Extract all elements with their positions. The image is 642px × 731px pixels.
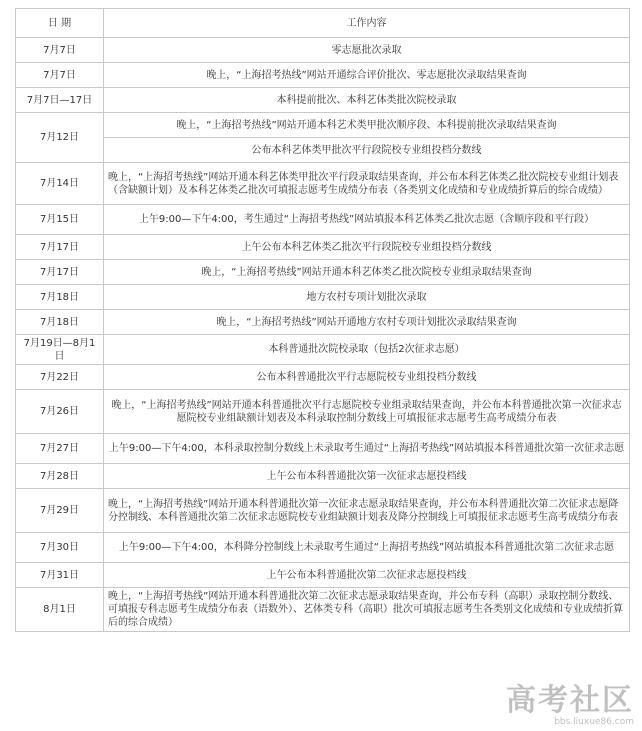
row-content: 零志愿批次录取 (104, 38, 630, 63)
table-row (16, 335, 630, 365)
table-row (16, 464, 630, 489)
row-date: 7月18日 (16, 310, 104, 335)
row-content: 上午9:00—下午4:00，考生通过“上海招考热线”网站填报本科艺体类乙批次志愿（含顺序段和平行段） (104, 205, 630, 235)
table-row (16, 365, 630, 390)
row-content: 公布本科普通批次平行志愿院校专业组投档分数线 (104, 365, 630, 390)
admission-schedule-table (15, 8, 630, 632)
row-content: 晚上，“上海招考热线”网站开通地方农村专项计划批次录取结果查询 (104, 310, 630, 335)
row-date: 7月30日 (16, 533, 104, 563)
row-date: 7月15日 (16, 205, 104, 235)
row-content: 晚上，“上海招考热线”网站开通本科普通批次平行志愿院校专业组录取结果查询，并公布本科普通批次第一次征求志愿院校专业组缺额计划表及本科录取控制分数线上可填报征求志愿考生高考成绩分布表 (104, 390, 630, 434)
row-content: 本科普通批次院校录取（包括2次征求志愿） (104, 335, 630, 365)
row-content: 晚上，“上海招考热线”网站开通综合评价批次、零志愿批次录取结果查询 (104, 63, 630, 88)
table-body (16, 38, 630, 632)
row-date: 7月29日 (16, 489, 104, 533)
watermark-url: bbs.liuxue86.com (554, 717, 634, 727)
row-content: 晚上，“上海招考热线”网站开通本科艺体类甲批次平行段录取结果查询，并公布本科艺体类乙批次院校专业组计划表（含缺额计划）及本科艺体类乙批次可填报志愿考生成绩分布表（各类别文化成绩和专业成绩折算后的综合成绩） (104, 163, 630, 205)
row-date: 7月27日 (16, 434, 104, 464)
row-content: 上午公布本科普通批次第一次征求志愿投档线 (104, 464, 630, 489)
row-date: 7月31日 (16, 563, 104, 588)
table-row (16, 235, 630, 260)
row-content: 晚上，“上海招考热线”网站开通本科艺体类乙批次院校专业组录取结果查询 (104, 260, 630, 285)
row-date: 7月7日 (16, 63, 104, 88)
row-content: 晚上，“上海招考热线”网站开通本科普通批次第二次征求志愿录取结果查询，并公布专科（高职）录取控制分数线、可填报专科志愿考生成绩分布表（语数外）、艺体类专科（高职）批次可填报志愿考生各类别文化成绩和专业成绩折算后的综合成绩） (104, 588, 630, 632)
table-row (16, 489, 630, 533)
watermark-logo-text: 高考社区 (506, 683, 634, 718)
table-row (16, 390, 630, 434)
column-header-content: 工作内容 (104, 9, 630, 38)
table-row (16, 434, 630, 464)
row-date: 7月17日 (16, 235, 104, 260)
table-row (16, 88, 630, 113)
row-date: 7月7日 (16, 38, 104, 63)
table-row (16, 285, 630, 310)
row-content: 本科提前批次、本科艺体类批次院校录取 (104, 88, 630, 113)
row-date: 7月19日—8月1日 (16, 335, 104, 365)
table-row (16, 63, 630, 88)
row-content: 上午9:00—下午4:00，本科降分控制线上未录取考生通过“上海招考热线”网站填报本科普通批次第二次征求志愿 (104, 533, 630, 563)
table-row (16, 588, 630, 632)
table-header-row (16, 9, 630, 38)
table-row (16, 138, 630, 163)
row-date: 8月1日 (16, 588, 104, 632)
row-date: 7月28日 (16, 464, 104, 489)
row-date: 7月22日 (16, 365, 104, 390)
row-date: 7月14日 (16, 163, 104, 205)
column-header-date: 日 期 (16, 9, 104, 38)
table-row (16, 205, 630, 235)
table-row (16, 260, 630, 285)
row-content: 公布本科艺体类甲批次平行段院校专业组投档分数线 (104, 138, 630, 163)
row-date: 7月12日 (16, 113, 104, 163)
row-date: 7月17日 (16, 260, 104, 285)
row-content: 上午公布本科艺体类乙批次平行段院校专业组投档分数线 (104, 235, 630, 260)
row-content: 晚上，“上海招考热线”网站开通本科普通批次第一次征求志愿录取结果查询，并公布本科普通批次第二次征求志愿降分控制线、本科普通批次第二次征求志愿院校专业组缺额计划表及降分控制线上可填报征求志愿考生高考成绩分布表 (104, 489, 630, 533)
row-date: 7月26日 (16, 390, 104, 434)
row-content: 上午公布本科普通批次第二次征求志愿投档线 (104, 563, 630, 588)
row-content: 晚上，“上海招考热线”网站开通本科艺术类甲批次顺序段、本科提前批次录取结果查询 (104, 113, 630, 138)
table-row (16, 38, 630, 63)
row-date: 7月7日—17日 (16, 88, 104, 113)
table-row (16, 563, 630, 588)
table-row (16, 533, 630, 563)
row-date: 7月18日 (16, 285, 104, 310)
table-row (16, 310, 630, 335)
row-content: 上午9:00—下午4:00，本科录取控制分数线上未录取考生通过“上海招考热线”网站填报本科普通批次第一次征求志愿 (104, 434, 630, 464)
row-content: 地方农村专项计划批次录取 (104, 285, 630, 310)
table-row (16, 113, 630, 138)
table-row (16, 163, 630, 205)
site-watermark (484, 685, 634, 729)
